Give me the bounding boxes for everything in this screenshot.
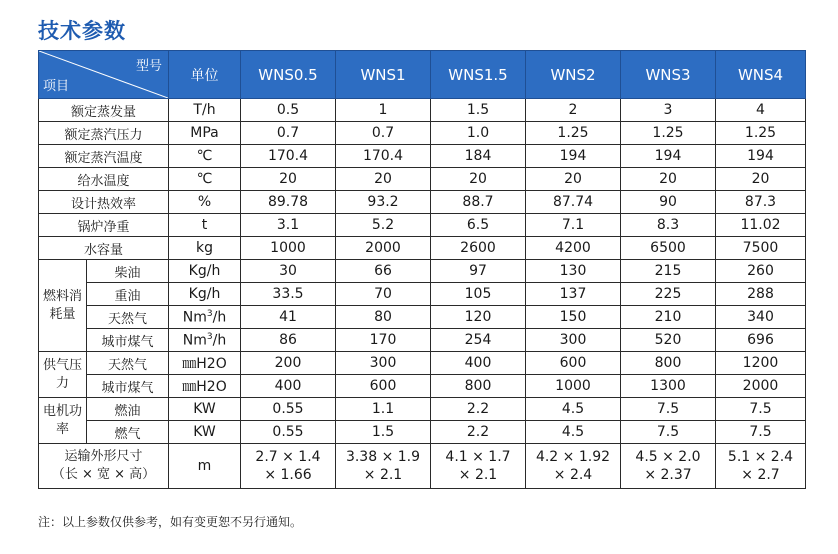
dimension-line: × 2.37 xyxy=(644,467,692,483)
unit-cell: KW xyxy=(169,421,241,444)
value-cell xyxy=(336,444,431,489)
value-cell: 600 xyxy=(336,375,431,398)
value-cell: 288 xyxy=(716,283,806,306)
model-header: WNS4 xyxy=(716,51,806,99)
value-cell: 2.2 xyxy=(431,421,526,444)
value-cell: 225 xyxy=(621,283,716,306)
value-cell: 5.2 xyxy=(336,214,431,237)
value-cell: 300 xyxy=(526,329,621,352)
unit-cell: Kg/h xyxy=(169,260,241,283)
value-cell: 0.7 xyxy=(336,122,431,145)
unit-cell: ℃ xyxy=(169,145,241,168)
value-cell: 4200 xyxy=(526,237,621,260)
unit-header: 单位 xyxy=(169,51,241,99)
value-cell: 1.25 xyxy=(716,122,806,145)
value-cell: 88.7 xyxy=(431,191,526,214)
value-cell: 1.5 xyxy=(431,99,526,122)
table-row xyxy=(39,375,806,398)
value-cell xyxy=(716,444,806,489)
param-name: 设计热效率 xyxy=(39,191,169,214)
value-cell: 8.3 xyxy=(621,214,716,237)
dimension-line: 5.1 × 2.4 xyxy=(727,449,794,465)
sub-param-name: 天然气 xyxy=(87,306,169,329)
value-cell xyxy=(241,444,336,489)
value-cell: 41 xyxy=(241,306,336,329)
table-row xyxy=(39,421,806,444)
page-title: 技术参数 xyxy=(38,19,126,43)
value-cell: 1.0 xyxy=(431,122,526,145)
value-cell: 97 xyxy=(431,260,526,283)
table-row xyxy=(39,168,806,191)
value-cell: 6.5 xyxy=(431,214,526,237)
model-header: WNS0.5 xyxy=(241,51,336,99)
unit-suffix: /h xyxy=(212,332,227,349)
value-cell: 600 xyxy=(526,352,621,375)
value-cell: 7500 xyxy=(716,237,806,260)
model-label: 型号 xyxy=(135,59,162,74)
value-cell: 1.25 xyxy=(621,122,716,145)
dimension-line: × 2.1 xyxy=(458,467,498,483)
model-header: WNS3 xyxy=(621,51,716,99)
value-cell: 0.5 xyxy=(241,99,336,122)
value-cell: 1 xyxy=(336,99,431,122)
unit-cell: ㎜H2O xyxy=(169,352,241,375)
param-name: 额定蒸汽温度 xyxy=(39,145,169,168)
unit-superscript: 3 xyxy=(206,331,213,342)
unit-cell xyxy=(169,329,241,352)
unit-superscript: 3 xyxy=(206,308,213,319)
value-cell: 194 xyxy=(716,145,806,168)
unit-cell: ℃ xyxy=(169,168,241,191)
sub-param-name: 燃气 xyxy=(87,421,169,444)
dimensions-sublabel: （长 × 宽 × 高） xyxy=(51,467,156,482)
value-cell: 11.02 xyxy=(716,214,806,237)
unit-cell: Kg/h xyxy=(169,283,241,306)
table-row xyxy=(39,99,806,122)
value-cell: 70 xyxy=(336,283,431,306)
param-name: 水容量 xyxy=(39,237,169,260)
value-cell: 4.5 xyxy=(526,421,621,444)
value-cell: 3 xyxy=(621,99,716,122)
value-cell: 170.4 xyxy=(241,145,336,168)
value-cell: 210 xyxy=(621,306,716,329)
table-row xyxy=(39,214,806,237)
value-cell: 7.5 xyxy=(716,421,806,444)
value-cell: 0.7 xyxy=(241,122,336,145)
value-cell: 0.55 xyxy=(241,398,336,421)
value-cell xyxy=(431,444,526,489)
unit-suffix: /h xyxy=(212,309,227,326)
value-cell: 6500 xyxy=(621,237,716,260)
value-cell xyxy=(526,444,621,489)
value-cell: 4 xyxy=(716,99,806,122)
table-row xyxy=(39,237,806,260)
value-cell: 300 xyxy=(336,352,431,375)
unit-cell: KW xyxy=(169,398,241,421)
value-cell: 90 xyxy=(621,191,716,214)
value-cell: 1.25 xyxy=(526,122,621,145)
table-row xyxy=(39,329,806,352)
value-cell xyxy=(621,444,716,489)
value-cell: 7.1 xyxy=(526,214,621,237)
dimension-line: 3.38 × 1.9 xyxy=(345,449,421,465)
dimension-line: × 2.7 xyxy=(741,467,780,483)
value-cell: 2 xyxy=(526,99,621,122)
value-cell: 0.55 xyxy=(241,421,336,444)
unit-cell: T/h xyxy=(169,99,241,122)
sub-param-name: 城市煤气 xyxy=(87,329,169,352)
value-cell: 800 xyxy=(431,375,526,398)
model-header: WNS1 xyxy=(336,51,431,99)
unit-cell: kg xyxy=(169,237,241,260)
value-cell: 66 xyxy=(336,260,431,283)
value-cell: 93.2 xyxy=(336,191,431,214)
motor-power-group: 电机功率 xyxy=(39,398,87,444)
table-row xyxy=(39,398,806,421)
table-row xyxy=(39,145,806,168)
value-cell: 7.5 xyxy=(621,398,716,421)
sub-param-name: 重油 xyxy=(87,283,169,306)
table-row xyxy=(39,306,806,329)
footnote: 注：以上参数仅供参考，如有变更恕不另行通知。 xyxy=(38,515,303,529)
table-row xyxy=(39,352,806,375)
value-cell: 150 xyxy=(526,306,621,329)
unit-base: Nm xyxy=(182,309,207,326)
value-cell: 340 xyxy=(716,306,806,329)
model-header: WNS2 xyxy=(526,51,621,99)
value-cell: 105 xyxy=(431,283,526,306)
value-cell: 20 xyxy=(526,168,621,191)
value-cell: 800 xyxy=(621,352,716,375)
value-cell: 87.3 xyxy=(716,191,806,214)
value-cell: 2.2 xyxy=(431,398,526,421)
header-row xyxy=(39,51,806,99)
unit-base: Nm xyxy=(182,332,207,349)
param-name: 额定蒸汽压力 xyxy=(39,122,169,145)
unit-cell: m xyxy=(169,444,241,489)
dimension-line: 4.2 × 1.92 xyxy=(535,449,611,465)
gas-pressure-group: 供气压力 xyxy=(39,352,87,398)
value-cell: 7.5 xyxy=(716,398,806,421)
value-cell: 87.74 xyxy=(526,191,621,214)
value-cell: 33.5 xyxy=(241,283,336,306)
dimension-line: 4.1 × 1.7 xyxy=(445,449,511,465)
value-cell: 86 xyxy=(241,329,336,352)
value-cell: 1000 xyxy=(241,237,336,260)
table-row xyxy=(39,122,806,145)
model-header: WNS1.5 xyxy=(431,51,526,99)
unit-cell: ㎜H2O xyxy=(169,375,241,398)
value-cell: 4.5 xyxy=(526,398,621,421)
value-cell: 1.5 xyxy=(336,421,431,444)
dimension-line: 4.5 × 2.0 xyxy=(635,449,701,465)
value-cell: 260 xyxy=(716,260,806,283)
value-cell: 1.1 xyxy=(336,398,431,421)
unit-cell xyxy=(169,306,241,329)
sub-param-name: 燃油 xyxy=(87,398,169,421)
item-label: 项目 xyxy=(43,79,70,94)
value-cell: 20 xyxy=(716,168,806,191)
dimension-line: × 2.1 xyxy=(363,467,403,483)
value-cell: 520 xyxy=(621,329,716,352)
dimension-line: 2.7 × 1.4 xyxy=(255,449,321,465)
value-cell: 20 xyxy=(431,168,526,191)
unit-cell: t xyxy=(169,214,241,237)
value-cell: 120 xyxy=(431,306,526,329)
value-cell: 2000 xyxy=(716,375,806,398)
value-cell: 184 xyxy=(431,145,526,168)
value-cell: 200 xyxy=(241,352,336,375)
dimensions-label: 运输外形尺寸 xyxy=(64,449,143,464)
param-name: 给水温度 xyxy=(39,168,169,191)
fuel-consumption-group: 燃料消耗量 xyxy=(39,260,87,352)
value-cell: 20 xyxy=(241,168,336,191)
table-row xyxy=(39,444,806,489)
value-cell: 3.1 xyxy=(241,214,336,237)
value-cell: 89.78 xyxy=(241,191,336,214)
value-cell: 170.4 xyxy=(336,145,431,168)
sub-param-name: 柴油 xyxy=(87,260,169,283)
value-cell: 254 xyxy=(431,329,526,352)
unit-cell: MPa xyxy=(169,122,241,145)
value-cell: 215 xyxy=(621,260,716,283)
sub-param-name: 城市煤气 xyxy=(87,375,169,398)
value-cell: 1200 xyxy=(716,352,806,375)
unit-cell: % xyxy=(169,191,241,214)
value-cell: 2600 xyxy=(431,237,526,260)
table-body xyxy=(39,99,806,489)
value-cell: 20 xyxy=(336,168,431,191)
value-cell: 400 xyxy=(431,352,526,375)
param-name: 锅炉净重 xyxy=(39,214,169,237)
value-cell: 1000 xyxy=(526,375,621,398)
dimensions-name xyxy=(39,444,169,489)
table-row xyxy=(39,283,806,306)
value-cell: 2000 xyxy=(336,237,431,260)
value-cell: 400 xyxy=(241,375,336,398)
value-cell: 30 xyxy=(241,260,336,283)
value-cell: 170 xyxy=(336,329,431,352)
header-corner-cell xyxy=(39,51,169,99)
value-cell: 1300 xyxy=(621,375,716,398)
value-cell: 137 xyxy=(526,283,621,306)
value-cell: 696 xyxy=(716,329,806,352)
value-cell: 194 xyxy=(526,145,621,168)
value-cell: 130 xyxy=(526,260,621,283)
table-row xyxy=(39,260,806,283)
spec-table xyxy=(38,50,806,489)
table-row xyxy=(39,191,806,214)
value-cell: 7.5 xyxy=(621,421,716,444)
param-name: 额定蒸发量 xyxy=(39,99,169,122)
value-cell: 80 xyxy=(336,306,431,329)
dimension-line: × 2.4 xyxy=(553,467,593,483)
dimension-line: × 1.66 xyxy=(264,467,312,483)
value-cell: 20 xyxy=(621,168,716,191)
sub-param-name: 天然气 xyxy=(87,352,169,375)
value-cell: 194 xyxy=(621,145,716,168)
